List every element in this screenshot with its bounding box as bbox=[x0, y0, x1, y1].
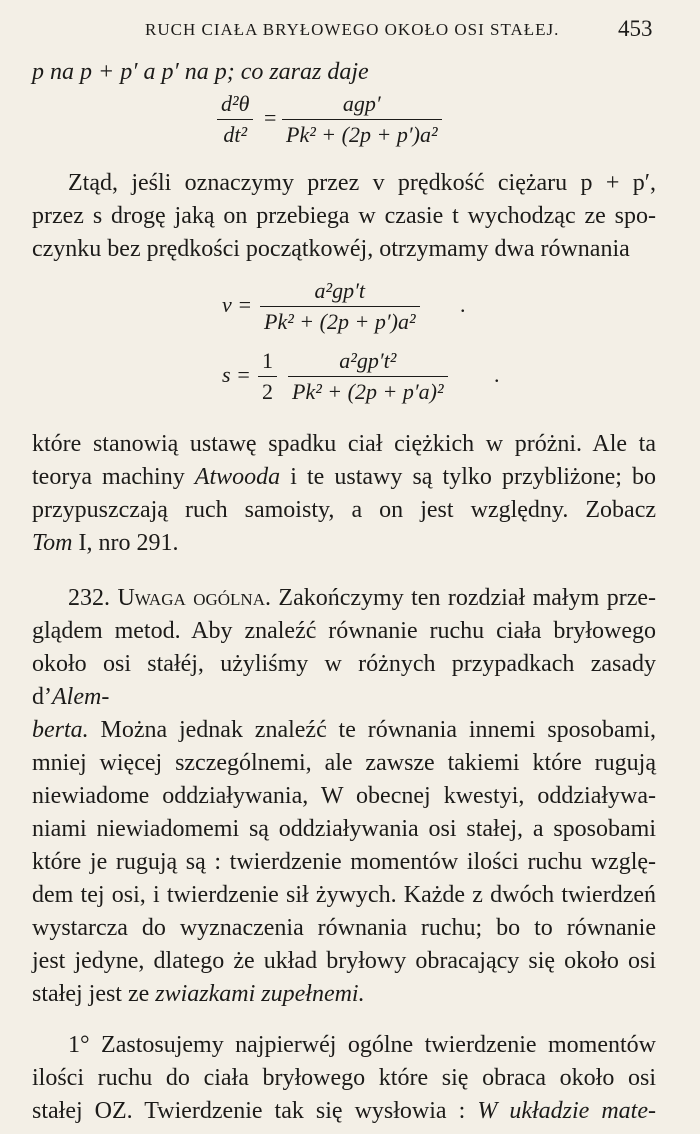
text-line bbox=[32, 461, 656, 494]
fraction-denominator: Pk² + (2p + p′a)² bbox=[288, 376, 448, 405]
text-line bbox=[32, 1095, 656, 1128]
text-span: Można jednak znaleźć te równania innemi sposobami, bbox=[88, 717, 656, 743]
formula-period: . bbox=[494, 362, 500, 387]
text-line: mniej więcej szczególnemi, ale zawsze takiemi które rugują bbox=[32, 750, 656, 776]
formula-period: . bbox=[460, 292, 466, 317]
fraction-numerator: d²θ bbox=[221, 91, 250, 116]
fraction-rhs bbox=[282, 91, 442, 148]
italic-name: Alem- bbox=[52, 684, 110, 710]
text-span: teorya machiny bbox=[32, 464, 195, 490]
fraction-numerator: a²gp′t bbox=[314, 278, 366, 303]
fraction-denominator: dt² bbox=[217, 119, 253, 148]
text-line: ilości ruchu do ciała bryłowego które się obraca około osi bbox=[32, 1065, 656, 1091]
text-line: glądem metod. Aby znaleźć równanie ruchu ciała bryłowego bbox=[32, 618, 656, 644]
fraction-lhs bbox=[217, 91, 253, 148]
formula-1 bbox=[32, 89, 656, 149]
section-title: Uwaga ogólna. bbox=[117, 585, 271, 611]
text-span: Zakończymy ten rozdział małym prze- bbox=[270, 585, 656, 611]
text-line: przez s drogę jaką on przebiega w czasie t wychodząc ze spo- bbox=[32, 203, 656, 229]
section-number: 232. bbox=[68, 585, 110, 611]
text-line: które stanowią ustawę spadku ciał ciężkich w próżni. Ale ta bbox=[32, 431, 656, 457]
text-line bbox=[32, 648, 656, 714]
text-line: niami niewiadomemi są oddziaływania osi stałej, a sposobami bbox=[32, 816, 656, 842]
text-line bbox=[32, 714, 656, 747]
italic-name: berta. bbox=[32, 717, 89, 743]
text-line: które je rugują są : twierdzenie momentów ilości ruchu wzglę- bbox=[32, 849, 656, 875]
text-line: 1° Zastosujemy najpierwéj ogólne twierdzenie momentów bbox=[68, 1032, 656, 1058]
section-heading-line bbox=[32, 582, 656, 615]
text-line bbox=[32, 978, 656, 1011]
italic-name: Atwooda bbox=[194, 464, 281, 490]
text-line: Ztąd, jeśli oznaczymy przez v prędkość ciężaru p + p′, bbox=[68, 170, 656, 196]
fraction-denominator: 2 bbox=[258, 376, 277, 405]
fraction-half bbox=[258, 348, 277, 405]
formula-lhs: v = bbox=[222, 292, 253, 317]
formula-lhs: s = bbox=[222, 362, 251, 387]
fraction bbox=[288, 348, 448, 405]
running-title: RUCH CIAŁA BRYŁOWEGO OKOŁO OSI STAŁEJ. bbox=[145, 20, 560, 39]
text-line: p na p + p′ a p′ na p; co zaraz daje bbox=[32, 59, 369, 85]
text-line: dem tej osi, i twierdzenie sił żywych. Każde z dwóch twierdzeń bbox=[32, 882, 656, 908]
text-line: wystarcza do wyznaczenia równania ruchu; bo to równanie bbox=[32, 915, 656, 941]
fraction-numerator: a²gp′t² bbox=[339, 348, 397, 373]
text-line: jest jedyne, dlatego że układ bryłowy obracający się około osi bbox=[32, 948, 656, 974]
italic-phrase: W układzie mate- bbox=[477, 1098, 656, 1124]
text-span: stałej OZ. Twierdzenie tak się wysłowia : bbox=[32, 1098, 478, 1124]
text-span: i te ustawy są tylko przybliżone; bo bbox=[280, 464, 656, 490]
page-header bbox=[0, 16, 700, 46]
text-span: stałej jest ze bbox=[32, 981, 156, 1007]
text-line: przypuszczają ruch samoisty, a on jest względny. Zobacz bbox=[32, 497, 656, 523]
page-number: 453 bbox=[618, 16, 653, 41]
page-body bbox=[32, 56, 656, 1128]
formula-2 bbox=[32, 276, 656, 336]
text-line bbox=[32, 527, 656, 560]
text-line: czynku bez prędkości początkowéj, otrzymamy dwa równania bbox=[32, 236, 630, 262]
text-span: I, nro 291. bbox=[72, 530, 179, 556]
formula-3 bbox=[32, 346, 656, 406]
equals-sign: = bbox=[264, 105, 277, 130]
text-line: niewiadome oddziaływania, W obecnej kwestyi, oddziaływa- bbox=[32, 783, 656, 809]
text-span: około osi stałéj, użyliśmy w różnych przypadkach zasady d’ bbox=[32, 651, 656, 710]
italic-word: Tom bbox=[32, 530, 73, 556]
fraction-numerator: agp′ bbox=[342, 91, 381, 116]
fraction-denominator: Pk² + (2p + p′)a² bbox=[282, 119, 442, 148]
italic-phrase: zwiazkami zupełnemi. bbox=[155, 981, 365, 1007]
fraction-denominator: Pk² + (2p + p′)a² bbox=[260, 306, 420, 335]
fraction bbox=[260, 278, 420, 335]
fraction-numerator: 1 bbox=[262, 348, 273, 373]
